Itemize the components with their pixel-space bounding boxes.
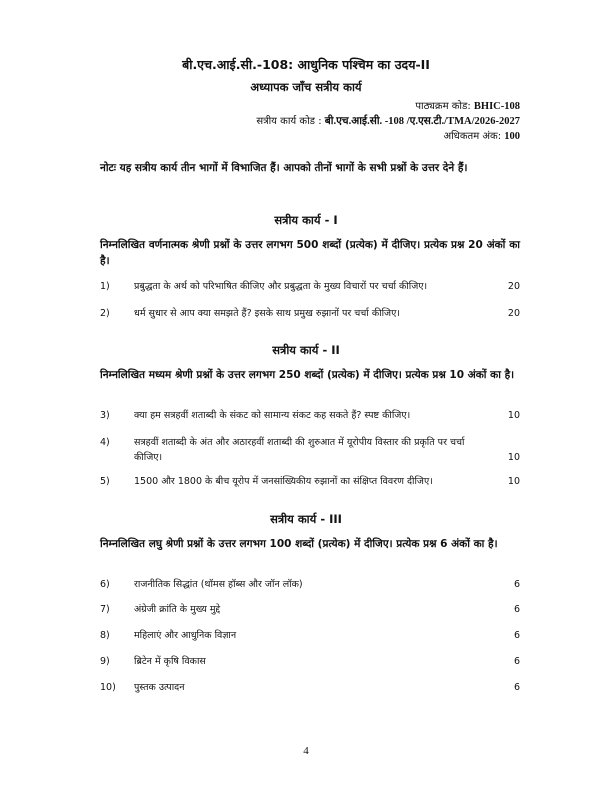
question-number: 9) [100,656,110,667]
section-1-instruction: निम्नलिखित वर्णनात्मक श्रेणी प्रश्नों के उत्तर लगभग 500 शब्दों (प्रत्येक) में दीजिए। प्रत्येक प्रश्न 20 अंकों का है। [100,239,520,267]
question-number: 2) [100,308,110,319]
question-number: 3) [100,410,110,421]
section-2-instruction: निम्नलिखित मध्यम श्रेणी प्रश्नों के उत्तर लगभग 250 शब्दों (प्रत्येक) में दीजिए। प्रत्येक प्रश्न 10 अंकों का है। [100,369,515,381]
question-number: 6) [100,579,110,590]
note-text: नोटः यह सत्रीय कार्य तीन भागों में विभाजित हैं। आपको तीनों भागों के सभी प्रश्नों के उत्तर देने हैं। [100,162,468,174]
section-2-heading: सत्रीय कार्य - II [272,343,340,357]
question-text: धर्म सुधार से आप क्या समझते हैं? इसके साथ प्रमुख रुझानों पर चर्चा कीजिए। [134,308,400,319]
course-code-label: पाठ्यक्रम कोड: [415,101,471,112]
assignment-code-value: बी.एच.आई.सी. -108 /ए.एस.टी./TMA/2026-2027 [324,116,520,127]
course-code-line [415,100,520,114]
question-marks: 6 [513,604,520,615]
course-code-value: BHIC-108 [473,101,520,112]
document-title: बी.एच.आई.सी.-108: आधुनिक पश्चिम का उदय-II [182,57,430,72]
question-text: राजनीतिक सिद्धांत (थॉमस हॉब्स और जॉन लॉक) [134,579,303,590]
question-number: 4) [100,437,110,448]
question-marks: 20 [507,281,520,292]
question-text: ब्रिटेन में कृषि विकास [134,656,206,667]
question-text: 1500 और 1800 के बीच यूरोप में जनसांख्यिकीय रुझानों का संक्षिप्त विवरण दीजिए। [134,476,433,487]
question-text: सत्रहवीं शताब्दी के अंत और अठारहवीं शताब्दी की शुरुआत में यूरोपीय विस्तार की प्रकृति पर चर्चा कीजिए। [134,437,465,463]
section-3-heading: सत्रीय कार्य - III [270,512,342,526]
question-text: प्रबुद्धता के अर्थ को परिभाषित कीजिए और प्रबुद्धता के मुख्य विचारों पर चर्चा कीजिए। [134,281,428,292]
question-marks: 6 [513,656,520,667]
question-marks: 6 [513,579,520,590]
question-marks: 20 [507,308,520,319]
question-marks: 10 [507,476,520,487]
question-number: 7) [100,604,110,615]
question-number: 5) [100,476,110,487]
question-text: महिलाएं और आधुनिक विज्ञान [134,630,237,641]
question-marks: 6 [513,630,520,641]
question-text: क्या हम सत्रहवीं शताब्दी के संकट को सामान्य संकट कह सकते हैं? स्पष्ट कीजिए। [134,410,411,421]
assignment-code-label: सत्रीय कार्य कोड : [256,116,322,127]
question-text: पुस्तक उत्पादन [134,682,185,693]
max-marks-line [443,130,520,144]
question-number: 8) [100,630,110,641]
section-1-heading: सत्रीय कार्य - I [274,213,338,227]
section-3-instruction: निम्नलिखित लघु श्रेणी प्रश्नों के उत्तर लगभग 100 शब्दों (प्रत्येक) में दीजिए। प्रत्येक प्रश्न 6 अंकों का है। [100,538,498,550]
question-marks: 6 [513,682,520,693]
document-subtitle: अध्यापक जाँच सत्रीय कार्य [250,80,362,94]
assignment-code-line [256,115,520,129]
question-text: अंग्रेजी क्रांति के मुख्य मुद्दे [134,604,221,615]
question-marks: 10 [507,410,520,421]
question-number: 10) [100,682,116,693]
max-marks-value: 100 [504,131,520,142]
page-number: 4 [303,745,309,757]
max-marks-label: अधिकतम अंक: [443,131,502,142]
question-marks: 10 [507,452,520,463]
question-number: 1) [100,281,110,292]
